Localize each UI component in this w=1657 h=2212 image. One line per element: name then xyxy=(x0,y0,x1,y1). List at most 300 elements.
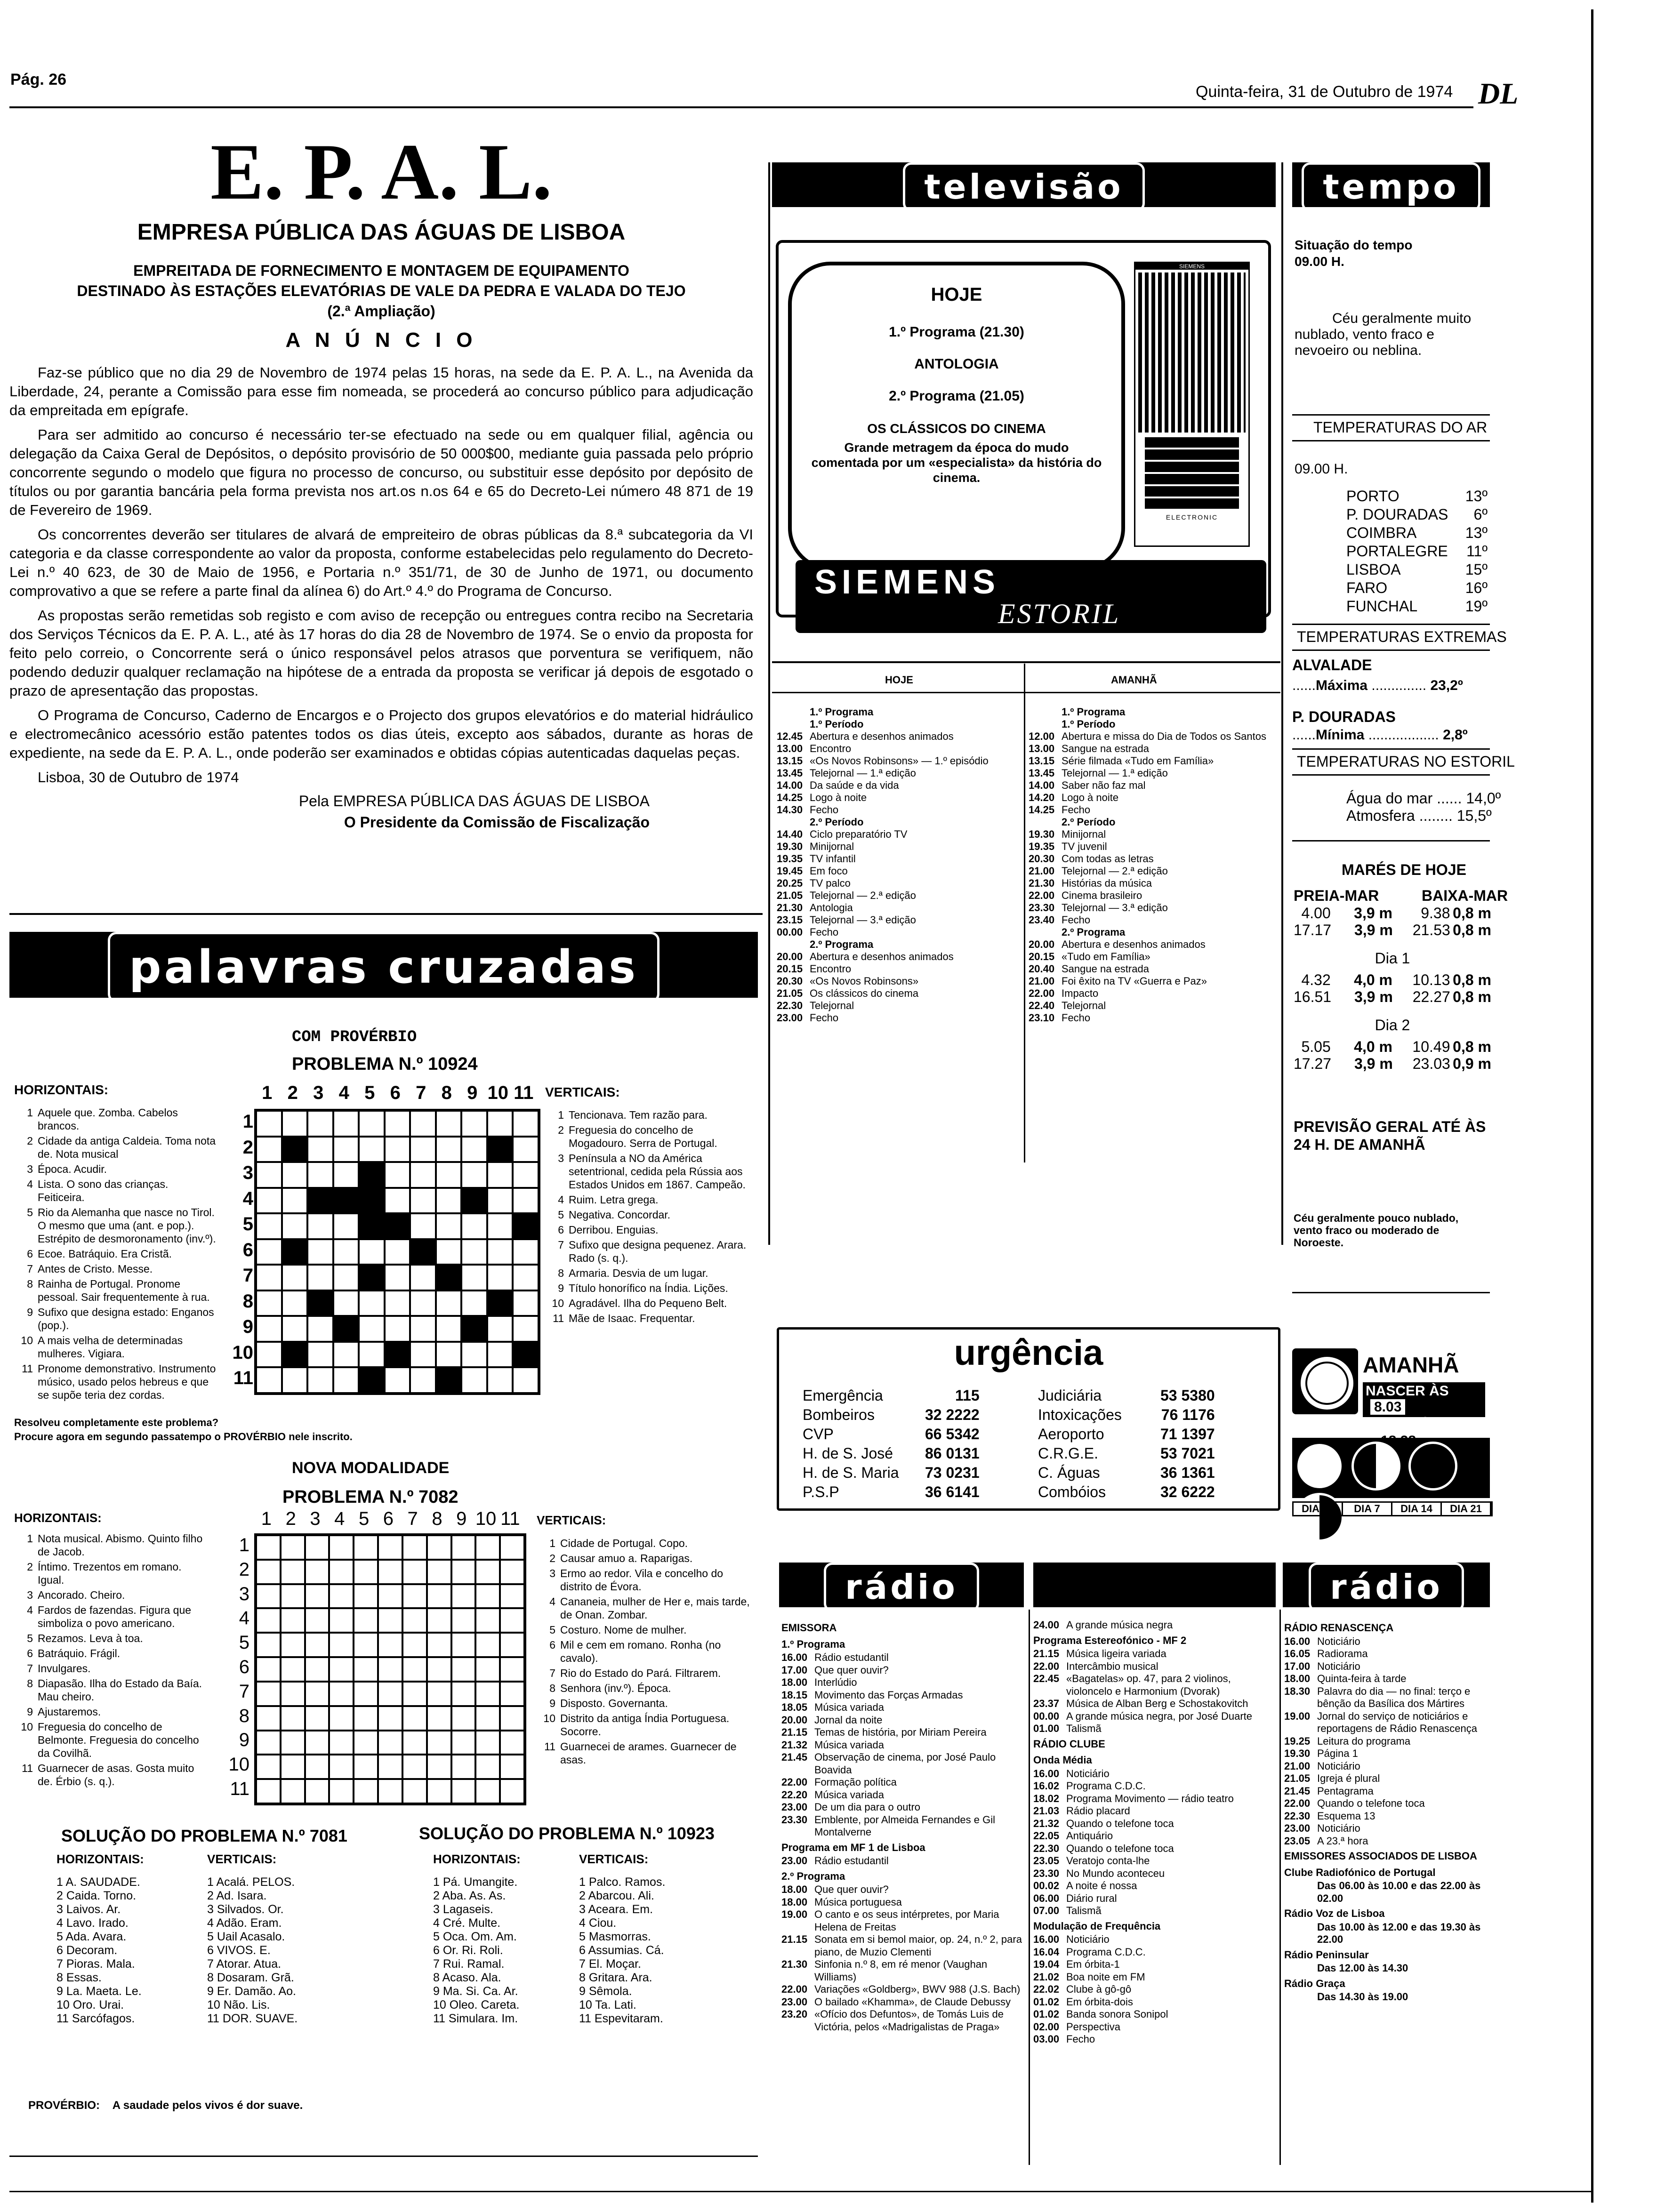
extremas-bottom xyxy=(1292,649,1490,651)
clue xyxy=(537,1537,753,1550)
grid-cell[interactable] xyxy=(461,1290,487,1316)
grid-cell[interactable] xyxy=(329,1608,354,1633)
solution-line: 11 Espevitaram. xyxy=(579,2012,663,2025)
schedule-time xyxy=(1284,1921,1317,1946)
grid-cell[interactable] xyxy=(281,1779,305,1803)
grid-cell[interactable] xyxy=(385,1367,410,1393)
grid-cell[interactable] xyxy=(461,1111,487,1137)
grid-cell[interactable] xyxy=(281,1535,305,1560)
grid-cell[interactable] xyxy=(256,1162,282,1188)
grid-cell[interactable] xyxy=(461,1239,487,1265)
tide-value: 16.51 xyxy=(1294,988,1332,1005)
grid-cell[interactable] xyxy=(451,1755,476,1779)
service-name: H. de S. José xyxy=(803,1445,893,1462)
schedule-time: 22.00 xyxy=(781,1776,808,1788)
grid-cell[interactable] xyxy=(359,1111,385,1137)
grid-cell[interactable] xyxy=(410,1342,436,1368)
schedule-item xyxy=(1029,828,1278,841)
grid-col-number: 2 xyxy=(287,1082,298,1103)
grid-cell[interactable] xyxy=(427,1706,451,1731)
grid-cell[interactable] xyxy=(410,1265,436,1290)
grid-cell[interactable] xyxy=(513,1111,539,1137)
tide-value: 4,0 m xyxy=(1354,971,1392,988)
schedule-heading: Programa Estereofónico - MF 2 xyxy=(1033,1634,1187,1646)
grid-cell[interactable] xyxy=(487,1239,513,1265)
clue-text: Causar amuo a. Raparigas. xyxy=(560,1552,693,1564)
grid-row-number: 9 xyxy=(239,1730,249,1751)
grid-cell[interactable] xyxy=(281,1657,305,1682)
grid-block xyxy=(487,1137,513,1162)
tide-day-label: Dia 1 xyxy=(1375,950,1410,967)
grid-cell[interactable] xyxy=(513,1162,539,1188)
grid-cell[interactable] xyxy=(487,1111,513,1137)
grid-cell[interactable] xyxy=(513,1316,539,1342)
schedule-title: A grande música negra, por José Duarte xyxy=(1066,1710,1253,1722)
grid-cell[interactable] xyxy=(436,1342,462,1368)
grid-cell[interactable] xyxy=(329,1657,354,1682)
schedule-item xyxy=(781,1726,1026,1739)
grid-cell[interactable] xyxy=(378,1779,402,1803)
first-quarter-icon xyxy=(1295,1493,1344,1542)
grid-block xyxy=(333,1316,359,1342)
grid-cell[interactable] xyxy=(282,1316,308,1342)
tv-schedule-divider xyxy=(1024,664,1025,1162)
grid-cell[interactable] xyxy=(436,1316,462,1342)
grid-cell[interactable] xyxy=(451,1608,476,1633)
grid-cell[interactable] xyxy=(359,1290,385,1316)
urgencia-table-left xyxy=(798,1386,984,1502)
grid-cell[interactable] xyxy=(475,1560,500,1584)
grid-cell[interactable] xyxy=(402,1584,427,1609)
grid-cell[interactable] xyxy=(333,1137,359,1162)
grid-cell[interactable] xyxy=(436,1111,462,1137)
grid-cell[interactable] xyxy=(487,1265,513,1290)
grid-cell[interactable] xyxy=(461,1162,487,1188)
grid-cell[interactable] xyxy=(307,1162,333,1188)
grid-cell[interactable] xyxy=(307,1265,333,1290)
grid-cell[interactable] xyxy=(354,1657,378,1682)
grid-cell[interactable] xyxy=(333,1111,359,1137)
grid-cell[interactable] xyxy=(475,1633,500,1657)
grid-cell[interactable] xyxy=(410,1111,436,1137)
grid-cell[interactable] xyxy=(307,1213,333,1239)
grid-cell[interactable] xyxy=(305,1657,330,1682)
grid-cell[interactable] xyxy=(378,1608,402,1633)
grid-cell[interactable] xyxy=(305,1682,330,1706)
grid-cell[interactable] xyxy=(410,1137,436,1162)
grid-cell[interactable] xyxy=(305,1779,330,1803)
grid-cell[interactable] xyxy=(307,1342,333,1368)
grid-cell[interactable] xyxy=(487,1162,513,1188)
grid-cell[interactable] xyxy=(436,1188,462,1214)
grid-cell[interactable] xyxy=(354,1608,378,1633)
grid-cell[interactable] xyxy=(354,1706,378,1731)
grid-cell[interactable] xyxy=(385,1316,410,1342)
grid-cell[interactable] xyxy=(475,1755,500,1779)
schedule-title: 2.º Período xyxy=(1062,816,1116,828)
grid-cell[interactable] xyxy=(378,1731,402,1755)
clue-number: 11 xyxy=(553,1312,564,1324)
tide-value: 10.13 xyxy=(1412,971,1450,988)
schedule-time: 23.37 xyxy=(1033,1698,1060,1709)
grid-cell[interactable] xyxy=(281,1682,305,1706)
grid-cell[interactable] xyxy=(500,1633,524,1657)
grid-cell[interactable] xyxy=(333,1342,359,1368)
grid-cell[interactable] xyxy=(333,1367,359,1393)
grid-col-number: 11 xyxy=(500,1508,520,1529)
schedule-item xyxy=(1033,1723,1278,1735)
grid-cell[interactable] xyxy=(256,1111,282,1137)
schedule-time: 01.02 xyxy=(1033,2008,1060,2020)
grid-cell[interactable] xyxy=(402,1779,427,1803)
schedule-item xyxy=(781,1714,1026,1727)
grid-cell[interactable] xyxy=(436,1290,462,1316)
schedule-title: Jornal do serviço de noticiários e reportagens de Rádio Renascença xyxy=(1317,1710,1478,1734)
grid-cell[interactable] xyxy=(256,1290,282,1316)
grid-cell[interactable] xyxy=(354,1682,378,1706)
grid-cell[interactable] xyxy=(410,1367,436,1393)
grid-cell[interactable] xyxy=(385,1137,410,1162)
grid-cell[interactable] xyxy=(329,1755,354,1779)
grid-cell[interactable] xyxy=(333,1290,359,1316)
grid-cell[interactable] xyxy=(329,1779,354,1803)
grid-cell[interactable] xyxy=(487,1188,513,1214)
grid-cell[interactable] xyxy=(354,1535,378,1560)
grid-cell[interactable] xyxy=(427,1584,451,1609)
grid-cell[interactable] xyxy=(256,1755,281,1779)
solution-line: 11 Simulara. Im. xyxy=(433,2012,518,2025)
grid-cell[interactable] xyxy=(378,1706,402,1731)
grid-cell[interactable] xyxy=(427,1560,451,1584)
grid-cell[interactable] xyxy=(427,1731,451,1755)
grid-cell[interactable] xyxy=(333,1265,359,1290)
grid-cell[interactable] xyxy=(513,1137,539,1162)
amanha-box xyxy=(1292,1348,1490,1523)
grid-cell[interactable] xyxy=(500,1560,524,1584)
grid-cell[interactable] xyxy=(500,1657,524,1682)
schedule-time: 19.45 xyxy=(777,865,803,877)
clue-number: 1 xyxy=(549,1537,555,1549)
grid-cell[interactable] xyxy=(402,1657,427,1682)
grid-cell[interactable] xyxy=(475,1731,500,1755)
schedule-item xyxy=(781,1983,1026,1996)
clue-number: 4 xyxy=(549,1595,555,1608)
grid-cell[interactable] xyxy=(427,1535,451,1560)
grid-cell[interactable] xyxy=(378,1584,402,1609)
grid-cell[interactable] xyxy=(256,1137,282,1162)
grid-cell[interactable] xyxy=(282,1162,308,1188)
schedule-title: Minijornal xyxy=(1062,828,1106,840)
grid-cell[interactable] xyxy=(487,1342,513,1368)
grid-cell[interactable] xyxy=(436,1239,462,1265)
grid-cell[interactable] xyxy=(461,1213,487,1239)
schedule-time: 23.15 xyxy=(777,914,803,926)
grid-cell[interactable] xyxy=(329,1682,354,1706)
grid-cell[interactable] xyxy=(256,1633,281,1657)
clue-text: Freguesia do concelho de Mogadouro. Serra de Portugal. xyxy=(569,1124,717,1149)
grid-cell[interactable] xyxy=(513,1188,539,1214)
grid-block xyxy=(282,1239,308,1265)
grid-cell[interactable] xyxy=(359,1239,385,1265)
grid-cell[interactable] xyxy=(451,1633,476,1657)
grid-cell[interactable] xyxy=(354,1779,378,1803)
grid-col-number: 3 xyxy=(310,1508,321,1529)
grid-cell[interactable] xyxy=(329,1560,354,1584)
grid-cell[interactable] xyxy=(402,1755,427,1779)
solution-line: 8 Dosaram. Grã. xyxy=(207,1971,294,1984)
grid-cell[interactable] xyxy=(256,1265,282,1290)
schedule-item xyxy=(777,926,1022,938)
grid-cell[interactable] xyxy=(427,1779,451,1803)
clue-number: 11 xyxy=(22,1362,33,1375)
grid-cell[interactable] xyxy=(436,1137,462,1162)
grid-cell[interactable] xyxy=(333,1213,359,1239)
grid-cell[interactable] xyxy=(436,1162,462,1188)
grid-cell[interactable] xyxy=(256,1535,281,1560)
grid-cell[interactable] xyxy=(359,1137,385,1162)
grid-cell[interactable] xyxy=(354,1560,378,1584)
grid-cell[interactable] xyxy=(305,1584,330,1609)
grid-cell[interactable] xyxy=(333,1239,359,1265)
grid-cell[interactable] xyxy=(307,1111,333,1137)
clue-number: 2 xyxy=(558,1124,564,1136)
schedule-item xyxy=(781,1896,1026,1909)
grid-cell[interactable] xyxy=(500,1682,524,1706)
grid-cell[interactable] xyxy=(402,1682,427,1706)
grid-cell[interactable] xyxy=(427,1633,451,1657)
grid-cell[interactable] xyxy=(256,1560,281,1584)
grid-cell[interactable] xyxy=(385,1162,410,1188)
tide-value: 9.38 xyxy=(1421,905,1450,922)
grid-cell[interactable] xyxy=(282,1290,308,1316)
grid-cell[interactable] xyxy=(385,1239,410,1265)
schedule-title: Noticiário xyxy=(1317,1822,1360,1834)
grid-cell[interactable] xyxy=(256,1239,282,1265)
grid-cell[interactable] xyxy=(475,1657,500,1682)
grid-cell[interactable] xyxy=(451,1682,476,1706)
clue-text: Cidade da antiga Caldeia. Toma nota de. Nota musical xyxy=(38,1135,216,1160)
grid-cell[interactable] xyxy=(410,1290,436,1316)
grid-cell[interactable] xyxy=(378,1755,402,1779)
grid-cell[interactable] xyxy=(307,1239,333,1265)
grid-cell[interactable] xyxy=(354,1633,378,1657)
grid-cell[interactable] xyxy=(451,1584,476,1609)
grid-cell[interactable] xyxy=(427,1657,451,1682)
grid-cell[interactable] xyxy=(281,1755,305,1779)
grid-cell[interactable] xyxy=(500,1779,524,1803)
grid-cell[interactable] xyxy=(475,1535,500,1560)
grid-cell[interactable] xyxy=(461,1342,487,1368)
grid-cell[interactable] xyxy=(305,1633,330,1657)
solution-2-title: SOLUÇÃO DO PROBLEMA N.º 10923 xyxy=(419,1824,715,1843)
grid-cell[interactable] xyxy=(410,1316,436,1342)
grid-cell[interactable] xyxy=(475,1682,500,1706)
grid-cell[interactable] xyxy=(475,1584,500,1609)
ocaso-label: OCASO ÀS xyxy=(1366,1417,1441,1433)
schedule-item xyxy=(777,938,1022,951)
schedule-title: TV infantil xyxy=(810,853,856,865)
grid-cell[interactable] xyxy=(305,1560,330,1584)
solution-line: 8 Acaso. Ala. xyxy=(433,1971,501,1984)
grid-cell[interactable] xyxy=(500,1755,524,1779)
grid-cell[interactable] xyxy=(475,1706,500,1731)
clue-text: Ajustaremos. xyxy=(38,1706,101,1718)
grid-cell[interactable] xyxy=(451,1731,476,1755)
grid-cell[interactable] xyxy=(427,1755,451,1779)
grid-cell[interactable] xyxy=(256,1316,282,1342)
previsao-title: PREVISÃO GERAL ATÉ ÀS 24 H. DE AMANHÃ xyxy=(1294,1118,1486,1153)
screen-antologia: ANTOLOGIA xyxy=(914,356,999,372)
crossword-grid-1[interactable] xyxy=(254,1109,540,1395)
phone-row xyxy=(1033,1463,1220,1483)
grid-cell[interactable] xyxy=(500,1584,524,1609)
schedule-time: 19.30 xyxy=(777,841,803,852)
grid-cell[interactable] xyxy=(378,1682,402,1706)
clue xyxy=(545,1282,752,1295)
grid-cell[interactable] xyxy=(461,1367,487,1393)
grid-cell[interactable] xyxy=(282,1213,308,1239)
grid-cell[interactable] xyxy=(385,1290,410,1316)
grid-cell[interactable] xyxy=(333,1162,359,1188)
grid-cell[interactable] xyxy=(282,1367,308,1393)
grid-cell[interactable] xyxy=(402,1706,427,1731)
grid-cell[interactable] xyxy=(451,1779,476,1803)
grid-cell[interactable] xyxy=(305,1535,330,1560)
grid-cell[interactable] xyxy=(281,1608,305,1633)
grid-cell[interactable] xyxy=(500,1535,524,1560)
grid-cell[interactable] xyxy=(475,1779,500,1803)
grid-cell[interactable] xyxy=(354,1755,378,1779)
grid-cell[interactable] xyxy=(378,1633,402,1657)
grid-cell[interactable] xyxy=(256,1706,281,1731)
grid-cell[interactable] xyxy=(256,1584,281,1609)
grid-cell[interactable] xyxy=(513,1265,539,1290)
grid-cell[interactable] xyxy=(282,1111,308,1137)
grid-cell[interactable] xyxy=(378,1657,402,1682)
grid-row-number: 8 xyxy=(242,1290,253,1312)
grid-cell[interactable] xyxy=(461,1265,487,1290)
grid-cell[interactable] xyxy=(256,1657,281,1682)
tempo-bottom-rule xyxy=(1292,1292,1490,1293)
grid-cell[interactable] xyxy=(500,1731,524,1755)
grid-cell[interactable] xyxy=(487,1316,513,1342)
clue xyxy=(537,1552,753,1565)
grid-cell[interactable] xyxy=(475,1608,500,1633)
grid-cell[interactable] xyxy=(451,1706,476,1731)
grid-cell[interactable] xyxy=(487,1213,513,1239)
grid-cell[interactable] xyxy=(256,1608,281,1633)
grid-cell[interactable] xyxy=(281,1584,305,1609)
grid-cell[interactable] xyxy=(307,1316,333,1342)
grid-cell[interactable] xyxy=(402,1608,427,1633)
grid-cell[interactable] xyxy=(461,1137,487,1162)
grid-cell[interactable] xyxy=(281,1633,305,1657)
grid-cell[interactable] xyxy=(305,1706,330,1731)
grid-cell[interactable] xyxy=(329,1633,354,1657)
grid-cell[interactable] xyxy=(282,1188,308,1214)
schedule-heading: Rádio Graça xyxy=(1284,1977,1345,1989)
schedule-item xyxy=(777,951,1022,963)
grid-cell[interactable] xyxy=(402,1535,427,1560)
grid-cell[interactable] xyxy=(500,1706,524,1731)
grid-cell[interactable] xyxy=(354,1731,378,1755)
proverbio-label: PROVÉRBIO: xyxy=(28,2099,100,2112)
grid-cell[interactable] xyxy=(402,1731,427,1755)
grid-cell[interactable] xyxy=(385,1111,410,1137)
grid-cell[interactable] xyxy=(281,1560,305,1584)
grid-cell[interactable] xyxy=(329,1731,354,1755)
clue-number: 7 xyxy=(558,1239,564,1251)
grid-cell[interactable] xyxy=(451,1560,476,1584)
grid-cell[interactable] xyxy=(513,1367,539,1393)
grid-cell[interactable] xyxy=(451,1535,476,1560)
grid-cell[interactable] xyxy=(305,1755,330,1779)
solution-line: 6 Decoram. xyxy=(56,1944,118,1957)
grid-cell[interactable] xyxy=(359,1342,385,1368)
grid-cell[interactable] xyxy=(256,1342,282,1368)
grid-cell[interactable] xyxy=(451,1657,476,1682)
grid-cell[interactable] xyxy=(256,1367,282,1393)
grid-row-number: 5 xyxy=(242,1214,253,1234)
grid-cell[interactable] xyxy=(256,1682,281,1706)
grid-cell[interactable] xyxy=(305,1608,330,1633)
epal-paragraph-3: Os concorrentes deverão ser titulares de alvará de empreiteiro de obras públicas da 8.ª subcategoria da VI categoria e da classe correspondente ao valor da proposta, conforme estabelecidas pelo regulamento do Decreto-Lei n.º 40 623, de 30 de Maio de 1956, e Portaria n.º 351/71, de 30 de Junho de 1971, ou documento comprovativo a que se refere a parte final da alínea 6) do Art.º 4.º do Programa de Concurso. xyxy=(9,526,753,599)
solution-line: 9 Ma. Si. Ca. Ar. xyxy=(433,1985,518,1998)
grid-cell[interactable] xyxy=(385,1188,410,1214)
phone-row xyxy=(1033,1425,1220,1444)
grid-cell[interactable] xyxy=(354,1584,378,1609)
grid-cell[interactable] xyxy=(378,1535,402,1560)
grid-cell[interactable] xyxy=(359,1316,385,1342)
grid-cell[interactable] xyxy=(307,1367,333,1393)
grid-cell[interactable] xyxy=(402,1633,427,1657)
grid-cell[interactable] xyxy=(256,1779,281,1803)
grid-cell[interactable] xyxy=(436,1213,462,1239)
grid-cell[interactable] xyxy=(513,1290,539,1316)
grid-cell[interactable] xyxy=(410,1188,436,1214)
schedule-title: Leitura do programa xyxy=(1317,1735,1411,1747)
phone-number: 36 1361 xyxy=(1160,1464,1215,1481)
grid-cell[interactable] xyxy=(256,1213,282,1239)
grid-cell[interactable] xyxy=(402,1560,427,1584)
grid-cell[interactable] xyxy=(487,1367,513,1393)
schedule-title: Boa noite em FM xyxy=(1066,1971,1145,1983)
clue-text: A mais velha de determinadas mulheres. Vigiara. xyxy=(38,1334,183,1360)
grid-cell[interactable] xyxy=(329,1706,354,1731)
grid-cell[interactable] xyxy=(256,1188,282,1214)
grid-cell[interactable] xyxy=(305,1731,330,1755)
schedule-title: TV palco xyxy=(810,877,851,889)
grid-cell[interactable] xyxy=(307,1137,333,1162)
grid-cell[interactable] xyxy=(385,1265,410,1290)
schedule-item xyxy=(781,1814,1026,1839)
grid-cell[interactable] xyxy=(513,1239,539,1265)
grid-cell[interactable] xyxy=(256,1731,281,1755)
grid-cell[interactable] xyxy=(281,1706,305,1731)
grid-cell[interactable] xyxy=(410,1162,436,1188)
grid-cell[interactable] xyxy=(378,1560,402,1584)
grid-cell[interactable] xyxy=(427,1682,451,1706)
grid-cell[interactable] xyxy=(281,1731,305,1755)
clue-number: 2 xyxy=(27,1135,33,1147)
grid-cell[interactable] xyxy=(410,1213,436,1239)
crossword-grid-2[interactable] xyxy=(254,1533,526,1805)
grid-cell[interactable] xyxy=(329,1535,354,1560)
grid-cell[interactable] xyxy=(427,1608,451,1633)
grid-cell[interactable] xyxy=(282,1265,308,1290)
grid-cell[interactable] xyxy=(329,1584,354,1609)
grid-cell[interactable] xyxy=(500,1608,524,1633)
